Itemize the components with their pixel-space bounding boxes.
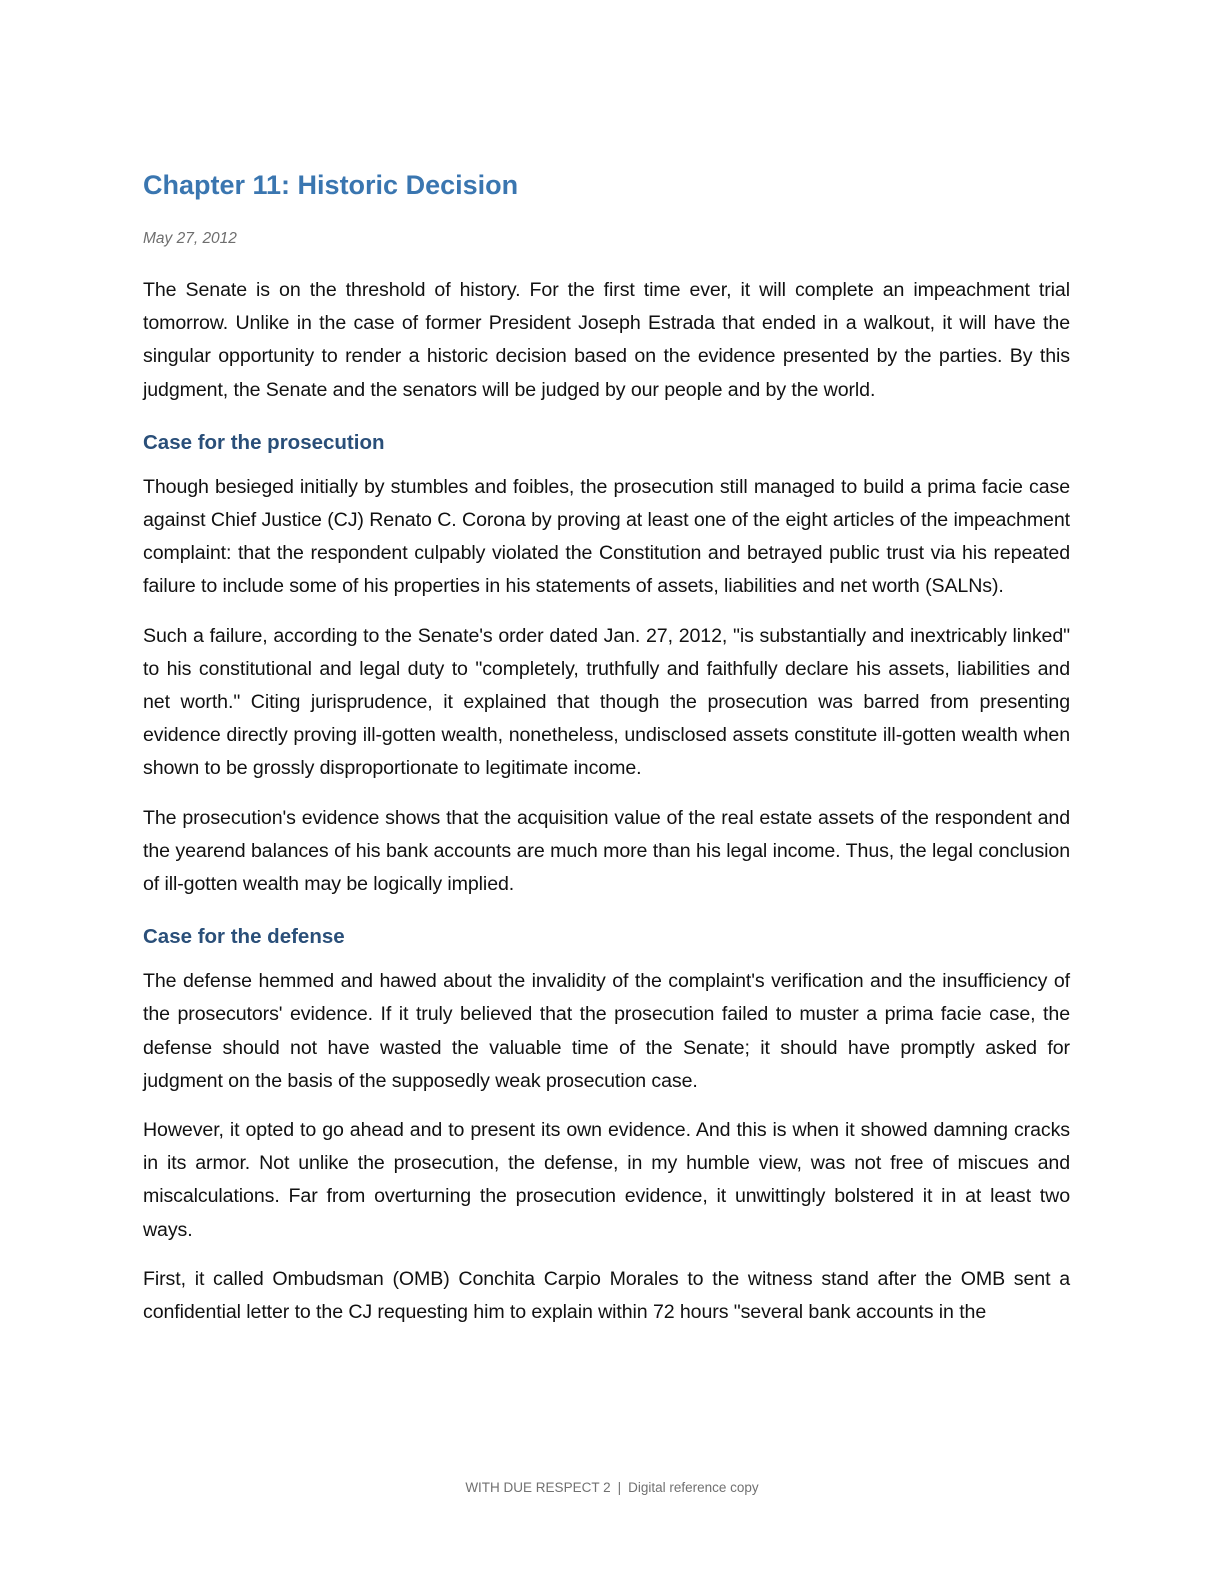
chapter-title: Chapter 11: Historic Decision xyxy=(143,170,519,200)
body-paragraph: The defense hemmed and hawed about the invalidity of the complaint's verification and the insufficiency of the prosecutors' evidence. If it truly believed that the prosecution failed to muster a prima facie case, the defense should not have wasted the valuable time of the Senate; it should have promptly asked for judgment on the basis of the supposedly weak prosecution case. xyxy=(143,970,1070,1092)
intro-paragraph: The Senate is on the threshold of history. For the first time ever, it will complete an impeachment trial tomorrow. Unlike in the case of former President Joseph Estrada that ended in a walkout, it will have the singular opportunity to render a historic decision based on the evidence presented by the parties. By this judgment, the Senate and the senators will be judged by our people and by the world. xyxy=(143,279,1070,401)
footer-separator: | xyxy=(617,1480,622,1495)
section-heading-prosecution: Case for the prosecution xyxy=(143,430,385,454)
chapter-body xyxy=(143,274,1070,1345)
section-heading-defense: Case for the defense xyxy=(143,925,345,949)
page-footer xyxy=(0,1480,1224,1495)
body-paragraph: However, it opted to go ahead and to present its own evidence. And this is when it showed damning cracks in its armor. Not unlike the prosecution, the defense, in my humble view, was not free of miscues and miscalculations. Far from overturning the prosecution evidence, it unwittingly bolstered it in at least two ways. xyxy=(143,1119,1070,1241)
body-paragraph: First, it called Ombudsman (OMB) Conchita Carpio Morales to the witness stand after the OMB sent a confidential letter to the CJ requesting him to explain within 72 hours "several bank accounts in the xyxy=(143,1267,1070,1324)
body-paragraph: Though besieged initially by stumbles and foibles, the prosecution still managed to build a prima facie case against Chief Justice (CJ) Renato C. Corona by proving at least one of the eight articles of the impeachment complaint: that the respondent culpably violated the Constitution and betrayed public trust via his repeated failure to include some of his properties in his statements of assets, liabilities and net worth (SALNs). xyxy=(143,475,1070,598)
body-paragraph: Such a failure, according to the Senate's order dated Jan. 27, 2012, "is substantially and inextricably linked" to his constitutional and legal duty to "completely, truthfully and faithfully declare his assets, liabilities and net worth." Citing jurisprudence, it explained that though the prosecution was barred from presenting evidence directly proving ill-gotten wealth, nonetheless, undisclosed assets constitute ill-gotten wealth when shown to be grossly disproportionate to legitimate income. xyxy=(143,624,1070,780)
footer-note: Digital reference copy xyxy=(628,1480,759,1495)
footer-book-title: WITH DUE RESPECT 2 xyxy=(465,1480,611,1495)
chapter-date: May 27, 2012 xyxy=(143,230,237,247)
body-paragraph: The prosecution's evidence shows that the acquisition value of the real estate assets of the respondent and the yearend balances of his bank accounts are much more than his legal income. Thus, the legal conclusion of ill-gotten wealth may be logically implied. xyxy=(143,806,1070,896)
